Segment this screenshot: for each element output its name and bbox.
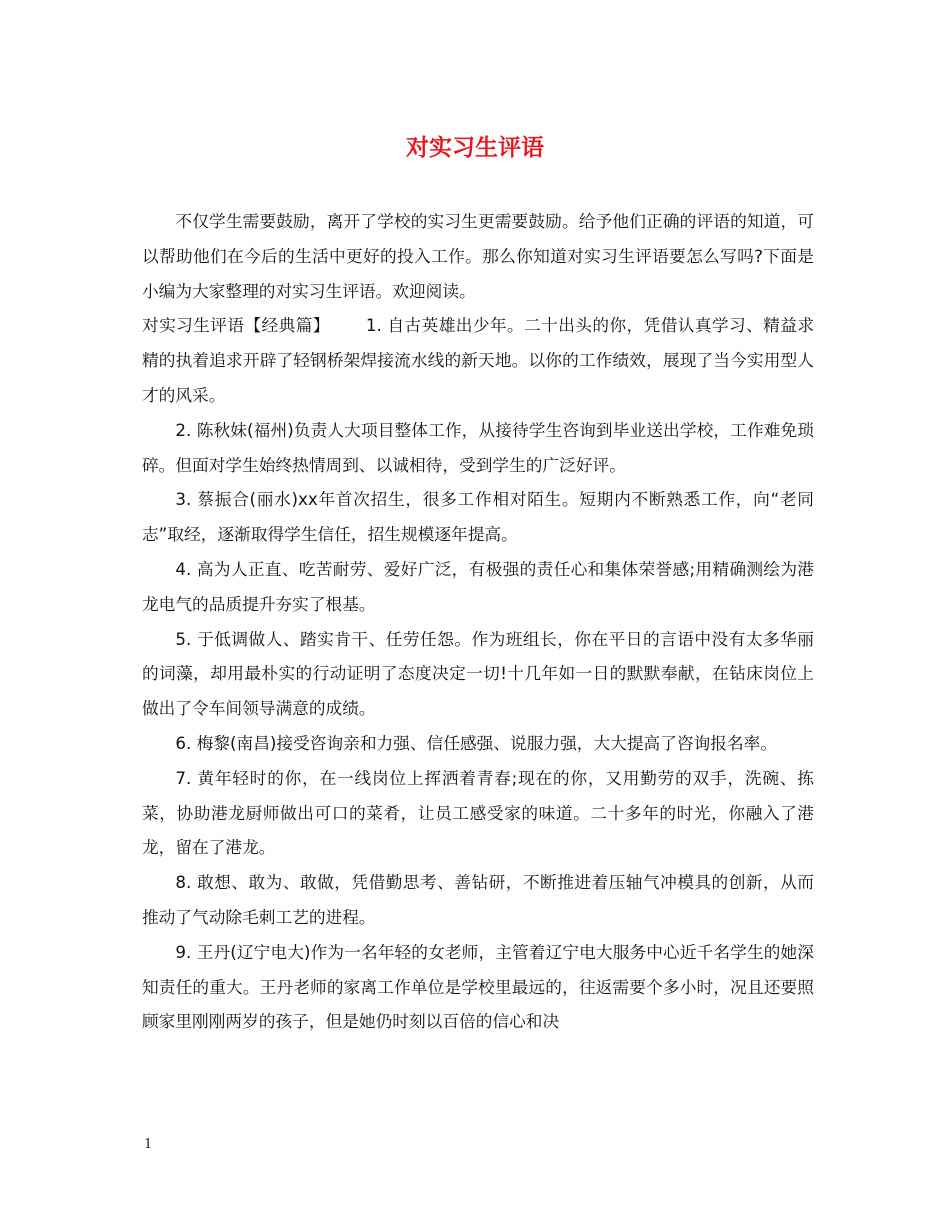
list-item: 3. 蔡振合(丽水)xx年首次招生，很多工作相对陌生。短期内不断熟悉工作，向“老同志”取经，逐渐取得学生信任，招生规模逐年提高。 (142, 489, 814, 545)
list-item: 4. 高为人正直、吃苦耐劳、爱好广泛，有极强的责任心和集体荣誉感;用精确测绘为港龙电气的品质提升夯实了根基。 (142, 558, 814, 614)
page-title: 对实习生评语 (406, 134, 544, 161)
list-item: 8. 敢想、敢为、敢做，凭借勤思考、善钻研，不断推进着压轴气冲模具的创新，从而推动了气动除毛刺工艺的进程。 (142, 872, 814, 927)
section-heading: 对实习生评语【经典篇】 (142, 315, 330, 336)
list-item: 1. 自古英雄出少年。二十出头的你，凭借认真学习、精益求精的执着追求开辟了轻钢桥架焊接流水线的新天地。以你的工作绩效，展现了当今实用型人才的风采。 (142, 315, 815, 405)
list-item: 5. 于低调做人、踏实肯干、任劳任怨。作为班组长，你在平日的言语中没有太多华丽的词藻，却用最朴实的行动证明了态度决定一切!十几年如一日的默默奉献，在钻床岗位上做出了令车间领导满意的成绩。 (142, 628, 814, 719)
list-item: 2. 陈秋妹(福州)负责人大项目整体工作，从接待学生咨询到毕业送出学校，工作难免琐碎。但面对学生始终热情周到、以诚相待，受到学生的广泛好评。 (142, 419, 814, 475)
list-item: 6. 梅黎(南昌)接受咨询亲和力强、信任感强、说服力强，大大提高了咨询报名率。 (175, 732, 778, 753)
list-item: 7. 黄年轻时的你，在一线岗位上挥洒着青春;现在的你，又用勤劳的双手，洗碗、拣菜，协助港龙厨师做出可口的菜肴，让员工感受家的味道。二十多年的时光，你融入了港龙，留在了港龙。 (142, 767, 814, 858)
section-paragraph (142, 308, 814, 412)
list-item: 9. 王丹(辽宁电大)作为一名年轻的女老师，主管着辽宁电大服务中心近千名学生的她深知责任的重大。王丹老师的家离工作单位是学校里最远的，往返需要个多小时，况且还要照顾家里刚刚两岁的孩子，但是她仍时刻以百倍的信心和决 (142, 941, 814, 1032)
page-number: 1 (144, 1137, 153, 1152)
intro-paragraph: 不仅学生需要鼓励，离开了学校的实习生更需要鼓励。给予他们正确的评语的知道，可以帮助他们在今后的生活中更好的投入工作。那么你知道对实习生评语要怎么写吗?下面是小编为大家整理的对实习生评语。欢迎阅读。 (142, 211, 814, 301)
document-body (142, 204, 814, 1039)
